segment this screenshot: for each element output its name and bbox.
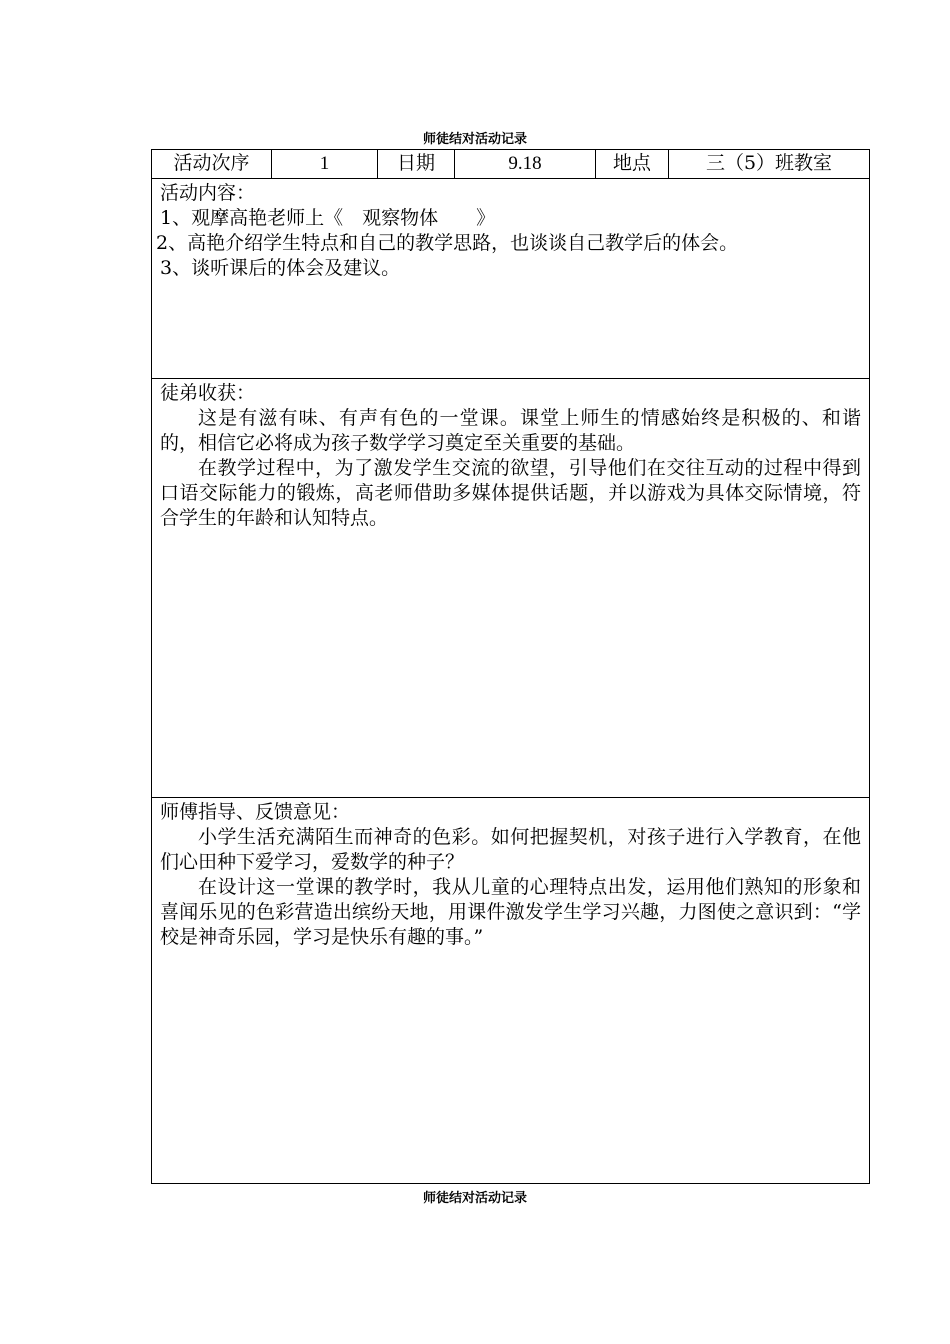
activity-content-item: 1、观摩高艳老师上《 观察物体 》 <box>160 207 496 229</box>
page-title: 师徒结对活动记录 <box>422 132 527 147</box>
apprentice-gains-section <box>152 379 869 798</box>
apprentice-paragraph: 这是有滋有味、有声有色的一堂课。课堂上师生的情感始终是积极的、和谐的，相信它必将成为孩子数学学习奠定至关重要的基础。 <box>160 407 861 454</box>
mentor-feedback-label: 师傅指导、反馈意见： <box>160 801 351 823</box>
activity-content-item: 3、谈听课后的体会及建议。 <box>160 257 401 279</box>
header-row <box>152 150 869 179</box>
date-value: 9.18 <box>455 150 596 178</box>
date-label: 日期 <box>378 150 455 178</box>
mentor-paragraph: 小学生活充满陌生而神奇的色彩。如何把握契机，对孩子进行入学教育，在他们心田种下爱学习，爱数学的种子？ <box>160 826 861 873</box>
activity-record-table <box>151 149 870 1184</box>
activity-content-section <box>152 179 869 379</box>
mentor-feedback-section <box>152 798 869 1183</box>
apprentice-paragraph: 在教学过程中，为了激发学生交流的欲望，引导他们在交往互动的过程中得到口语交际能力的锻炼，高老师借助多媒体提供话题，并以游戏为具体交际情境，符合学生的年龄和认知特点。 <box>160 457 861 529</box>
mentor-paragraph: 在设计这一堂课的教学时，我从儿童的心理特点出发，运用他们熟知的形象和喜闻乐见的色彩营造出缤纷天地，用课件激发学生学习兴趣，力图使之意识到：“学校是神奇乐园，学习是快乐有趣的事。” <box>160 876 861 948</box>
order-label: 活动次序 <box>152 150 272 178</box>
place-label: 地点 <box>596 150 669 178</box>
order-value: 1 <box>272 150 378 178</box>
apprentice-gains-label: 徒弟收获： <box>160 382 256 404</box>
activity-content-item: 2、高艳介绍学生特点和自己的教学思路，也谈谈自己教学后的体会。 <box>156 232 739 254</box>
place-value: 三（5）班教室 <box>705 152 833 174</box>
page-footer-title: 师徒结对活动记录 <box>422 1191 527 1206</box>
activity-content-label: 活动内容： <box>160 182 256 204</box>
